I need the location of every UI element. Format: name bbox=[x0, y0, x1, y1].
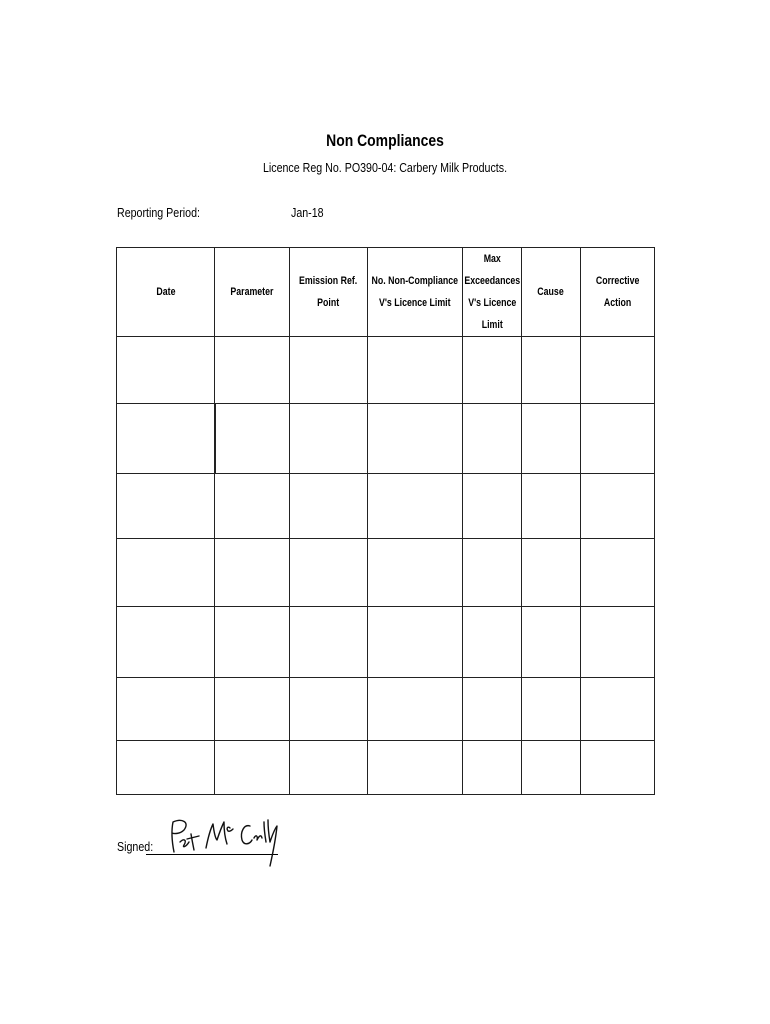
column-header-emission-ref-point: Emission Ref. Point bbox=[290, 248, 368, 337]
table-row bbox=[117, 337, 655, 404]
table-cell bbox=[368, 474, 463, 539]
table-cell bbox=[117, 474, 215, 539]
table-cell bbox=[463, 539, 522, 607]
table-row bbox=[117, 539, 655, 607]
signed-label: Signed: bbox=[117, 839, 154, 854]
table-cell bbox=[581, 741, 655, 795]
reporting-period-value: Jan-18 bbox=[291, 205, 324, 220]
table-cell bbox=[215, 539, 290, 607]
column-header-max-exceedances: Max Exceedances V's Licence Limit bbox=[463, 248, 522, 337]
handwritten-signature bbox=[160, 812, 290, 872]
table-cell bbox=[463, 741, 522, 795]
table-cell bbox=[463, 607, 522, 678]
table-header-row bbox=[117, 248, 655, 337]
table-cell bbox=[215, 678, 290, 741]
column-header-cause: Cause bbox=[522, 248, 581, 337]
table-cell bbox=[368, 337, 463, 404]
table-cell bbox=[368, 404, 463, 474]
table-cell bbox=[463, 474, 522, 539]
table-cell bbox=[368, 678, 463, 741]
table-cell bbox=[290, 678, 368, 741]
table-cell bbox=[290, 607, 368, 678]
table-cell bbox=[290, 404, 368, 474]
table-cell bbox=[581, 337, 655, 404]
table-cell bbox=[215, 404, 290, 474]
table-row bbox=[117, 678, 655, 741]
table-cell bbox=[463, 337, 522, 404]
licence-subtitle: Licence Reg No. PO390-04: Carbery Milk Products. bbox=[262, 160, 508, 175]
table-cell bbox=[215, 337, 290, 404]
table-cell bbox=[215, 741, 290, 795]
table-cell bbox=[215, 474, 290, 539]
table-cell bbox=[368, 539, 463, 607]
table-cell bbox=[117, 678, 215, 741]
table-row bbox=[117, 474, 655, 539]
table-cell bbox=[522, 474, 581, 539]
table-row bbox=[117, 404, 655, 474]
table-cell bbox=[581, 607, 655, 678]
table-cell bbox=[522, 607, 581, 678]
table-cell bbox=[581, 474, 655, 539]
table-cell bbox=[522, 678, 581, 741]
table-cell bbox=[581, 404, 655, 474]
table-cell bbox=[290, 474, 368, 539]
table-cell bbox=[215, 607, 290, 678]
table-cell bbox=[290, 741, 368, 795]
reporting-period-label: Reporting Period: bbox=[117, 205, 200, 220]
table-cell bbox=[117, 741, 215, 795]
table-cell bbox=[117, 404, 215, 474]
table-cell bbox=[581, 539, 655, 607]
table-cell bbox=[368, 607, 463, 678]
table-cell bbox=[581, 678, 655, 741]
column-header-date: Date bbox=[117, 248, 215, 337]
table-cell bbox=[522, 404, 581, 474]
table-cell bbox=[522, 337, 581, 404]
table-cell bbox=[290, 337, 368, 404]
table-cell bbox=[463, 404, 522, 474]
table-row bbox=[117, 607, 655, 678]
non-compliance-table bbox=[116, 247, 655, 795]
table-cell bbox=[117, 607, 215, 678]
table-cell bbox=[368, 741, 463, 795]
table-cell bbox=[290, 539, 368, 607]
table-cell bbox=[522, 539, 581, 607]
document-title: Non Compliances bbox=[326, 131, 444, 150]
table-cell bbox=[463, 678, 522, 741]
table-row bbox=[117, 741, 655, 795]
column-header-corrective-action: Corrective Action bbox=[581, 248, 655, 337]
table-cell bbox=[117, 337, 215, 404]
column-header-parameter: Parameter bbox=[215, 248, 290, 337]
table-cell bbox=[522, 741, 581, 795]
column-header-non-compliance-count: No. Non-Compliance V's Licence Limit bbox=[368, 248, 463, 337]
table-cell bbox=[117, 539, 215, 607]
